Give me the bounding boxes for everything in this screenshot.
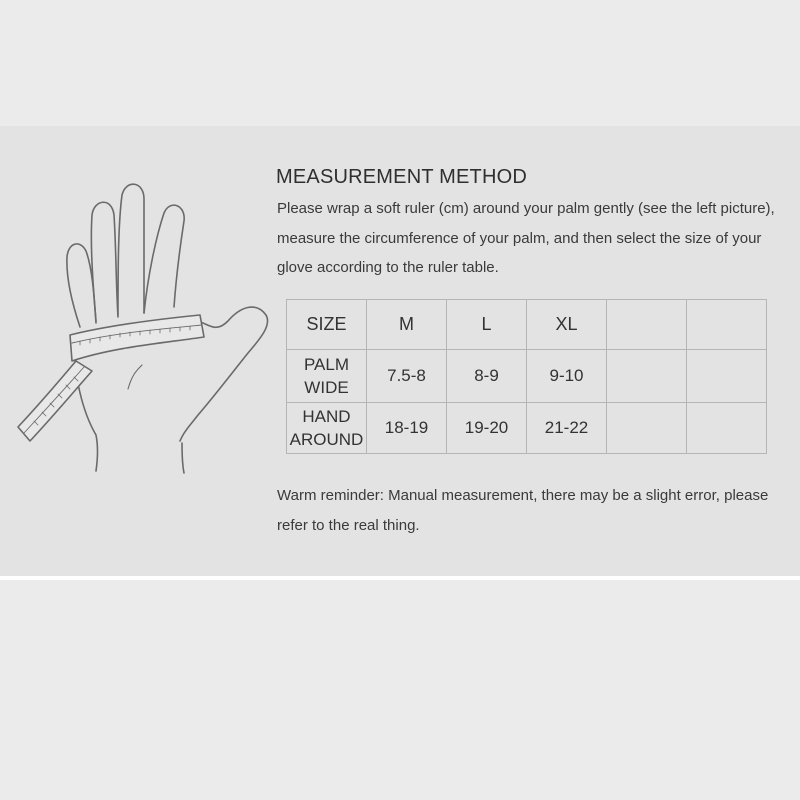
warm-reminder-text: Warm reminder: Manual measurement, there may be a slight error, please refer to the real thing. <box>277 487 769 534</box>
size-table <box>286 299 767 454</box>
hand-around-cell: 19-20 <box>447 403 527 454</box>
hand-around-header-cell <box>287 403 367 454</box>
bottom-background <box>0 580 800 800</box>
size-cell-l: L <box>447 300 527 350</box>
palm-wide-label-line1: PALM <box>303 355 350 374</box>
index-finger-outline <box>144 205 184 313</box>
palm-right-outline <box>182 443 184 473</box>
size-cell-empty <box>607 300 687 350</box>
hand-around-cell <box>687 403 767 454</box>
palm-wide-cell: 7.5-8 <box>367 350 447 403</box>
instructions-text: Please wrap a soft ruler (cm) around your palm gently (see the left picture), measure the circumference of your palm, and then select the size of your glove according to the ruler table. <box>277 200 775 276</box>
palm-wide-cell: 9-10 <box>527 350 607 403</box>
page-title: MEASUREMENT METHOD <box>276 166 528 188</box>
tape-band <box>70 315 204 361</box>
palm-wide-cell <box>607 350 687 403</box>
hand-with-measuring-tape-icon <box>10 175 280 475</box>
top-background <box>0 0 800 126</box>
hand-around-cell <box>607 403 687 454</box>
palm-crease <box>128 365 142 389</box>
size-cell-xl: XL <box>527 300 607 350</box>
middle-finger-outline <box>118 184 144 315</box>
palm-wide-cell <box>687 350 767 403</box>
table-row <box>287 403 767 454</box>
table-row <box>287 300 767 350</box>
hand-around-label-line2: AROUND <box>289 430 364 449</box>
palm-left-outline <box>74 341 98 471</box>
ring-finger-outline <box>91 202 118 321</box>
size-cell-m: M <box>367 300 447 350</box>
hand-around-cell: 18-19 <box>367 403 447 454</box>
palm-wide-label-line2: WIDE <box>304 378 349 397</box>
size-cell-empty <box>687 300 767 350</box>
table-row <box>287 350 767 403</box>
size-header-cell: SIZE <box>287 300 367 350</box>
tape-tail <box>18 361 92 441</box>
hand-around-cell: 21-22 <box>527 403 607 454</box>
palm-wide-header-cell <box>287 350 367 403</box>
palm-wide-cell: 8-9 <box>447 350 527 403</box>
hand-around-label-line1: HAND <box>302 407 351 426</box>
